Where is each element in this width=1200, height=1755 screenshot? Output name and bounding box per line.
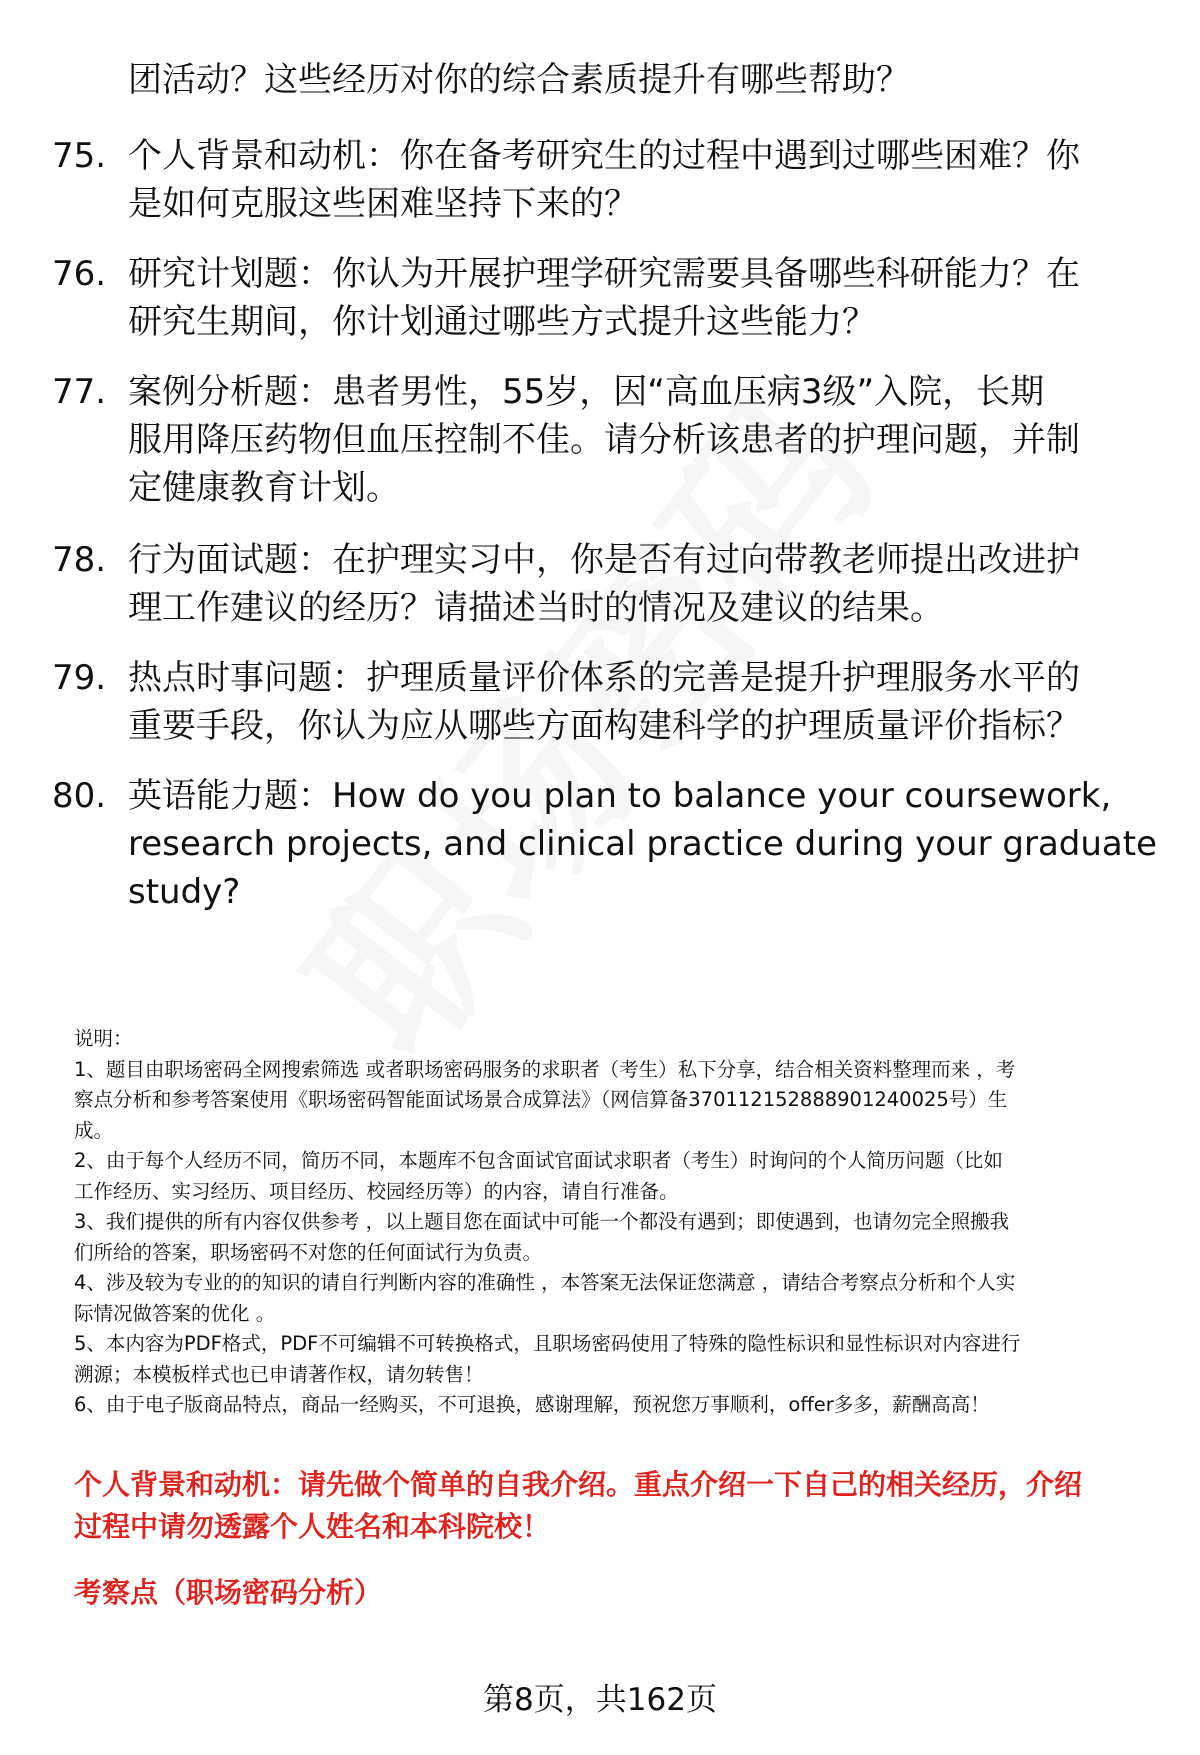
notes-line: 工作经历、实习经历、项目经历、校园经历等）的内容，请自行准备。 bbox=[74, 1179, 679, 1203]
question-number: 77. bbox=[52, 372, 107, 412]
question-number: 79. bbox=[52, 658, 107, 698]
question-line: research projects, and clinical practice during your graduate bbox=[128, 824, 1158, 864]
section-heading-text: 考察点（职场密码分析） bbox=[74, 1576, 383, 1609]
question-number: 78. bbox=[52, 540, 107, 580]
question-line: 行为面试题：在护理实习中，你是否有过向带教老师提出改进护 bbox=[128, 540, 1080, 580]
question-line: 个人背景和动机：你在备考研究生的过程中遇到过哪些困难？你 bbox=[128, 136, 1080, 176]
question-line: 是如何克服这些困难坚持下来的？ bbox=[128, 184, 638, 224]
highlight-line: 个人背景和动机：请先做个简单的自我介绍。重点介绍一下自己的相关经历，介绍 bbox=[74, 1468, 1083, 1501]
question-line: 研究生期间，你计划通过哪些方式提升这些能力？ bbox=[128, 302, 876, 342]
question-line: 服用降压药物但血压控制不佳。请分析该患者的护理问题，并制 bbox=[128, 420, 1080, 460]
question-line: 案例分析题：患者男性，55岁，因“高血压病3级”入院，长期 bbox=[128, 372, 1045, 412]
question-line: study? bbox=[128, 872, 241, 912]
question-number: 80. bbox=[52, 776, 107, 816]
notes-line: 2、由于每个人经历不同，简历不同，本题库不包含面试官面试求职者（考生）时询问的个人简历问题（比如 bbox=[74, 1149, 1003, 1172]
notes-line: 际情况做答案的优化 。 bbox=[74, 1301, 276, 1325]
notes-line: 们所给的答案，职场密码不对您的任何面试行为负责。 bbox=[74, 1240, 543, 1264]
question-text bbox=[128, 368, 1168, 512]
question-number: 75. bbox=[52, 136, 107, 176]
notes-line: 溯源；本模板样式也已申请著作权，请勿转售！ bbox=[74, 1362, 484, 1386]
page-number: 第8页，共162页 bbox=[483, 1682, 717, 1718]
question-text bbox=[128, 132, 1168, 228]
notes-line: 成。 bbox=[74, 1118, 114, 1142]
notes-title: 说明： bbox=[74, 1027, 133, 1050]
notes-section bbox=[74, 1024, 1154, 1421]
highlight-question bbox=[74, 1464, 1164, 1548]
question-line: 理工作建议的经历？请描述当时的情况及建议的结果。 bbox=[128, 588, 944, 628]
question-line: 热点时事问题：护理质量评价体系的完善是提升护理服务水平的 bbox=[128, 658, 1080, 698]
section-heading bbox=[74, 1572, 1164, 1614]
question-line: 英语能力题：How do you plan to balance your coursework, bbox=[128, 776, 1112, 816]
question-text bbox=[128, 772, 1168, 916]
notes-line: 察点分析和参考答案使用《职场密码智能面试场景合成算法》（网信算备370112152888901240025号）生 bbox=[74, 1088, 1008, 1111]
notes-line: 4、涉及较为专业的的知识的请自行判断内容的准确性 ，本答案无法保证您满意 ，请结合考察点分析和个人实 bbox=[74, 1271, 1016, 1294]
highlight-line: 过程中请勿透露个人姓名和本科院校！ bbox=[74, 1510, 551, 1543]
question-text bbox=[128, 654, 1168, 750]
question-line: 定健康教育计划。 bbox=[128, 468, 400, 508]
question-text bbox=[128, 250, 1168, 346]
question-line: 重要手段，你认为应从哪些方面构建科学的护理质量评价指标？ bbox=[128, 706, 1080, 746]
notes-line: 1、题目由职场密码全网搜索筛选 或者职场密码服务的求职者（考生）私下分享，结合相关资料整理而来 ，考 bbox=[74, 1057, 1016, 1081]
notes-line: 6、由于电子版商品特点，商品一经购买，不可退换，感谢理解，预祝您万事顺利，offer多多，薪酬高高！ bbox=[74, 1393, 990, 1416]
notes-line: 5、本内容为PDF格式，PDF不可编辑不可转换格式，且职场密码使用了特殊的隐性标识和显性标识对内容进行 bbox=[74, 1332, 1021, 1355]
notes-line: 3、我们提供的所有内容仅供参考 ，以上题目您在面试中可能一个都没有遇到；即使遇到，也请勿完全照搬我 bbox=[74, 1210, 1010, 1233]
question-text bbox=[128, 536, 1168, 632]
question-number: 76. bbox=[52, 254, 107, 294]
question-continuation: 团活动？这些经历对你的综合素质提升有哪些帮助？ bbox=[128, 60, 910, 100]
question-line: 研究计划题：你认为开展护理学研究需要具备哪些科研能力？在 bbox=[128, 254, 1080, 294]
